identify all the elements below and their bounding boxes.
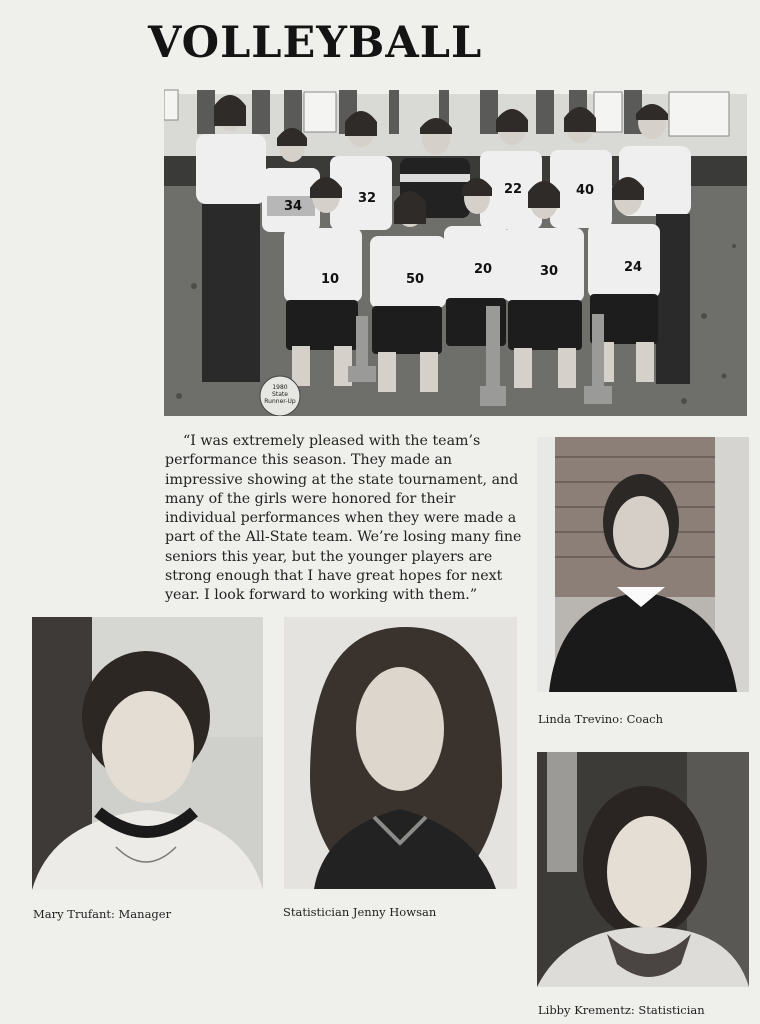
jersey-number: 20 (474, 262, 493, 277)
jersey-number: 22 (504, 182, 523, 197)
jersey-number: 40 (576, 183, 595, 198)
ball-text: 1980 State Runner-Up (264, 384, 296, 405)
team-photo-art (164, 86, 747, 416)
statistician-jenny-caption: Statistician Jenny Howsan (283, 905, 437, 919)
jersey-number: 34 (284, 199, 303, 214)
statistician-libby-caption: Libby Krementz: Statistician (538, 1003, 705, 1017)
jersey-number: 32 (358, 191, 377, 206)
team-photo (164, 86, 747, 416)
jersey-number: 10 (321, 272, 340, 287)
jersey-number: 24 (624, 260, 643, 275)
statistician-libby-photo (537, 752, 749, 987)
manager-caption: Mary Trufant: Manager (33, 907, 172, 921)
jersey-number: 30 (540, 264, 559, 279)
coach-caption: Linda Trevino: Coach (538, 712, 664, 726)
coach-quote: “I was extremely pleased with the team’s performance this season. They made an impressive showing at the state tournament, and many of the girls were honored for their individual performances when they were made a part of the All-State team. We’re losing many fine seniors this year, but the younger players are strong enough that I have great hopes for next year. I look forward to working with them.” (165, 433, 522, 604)
statistician-jenny-photo (284, 617, 517, 889)
page-title: VOLLEYBALL (148, 18, 483, 68)
manager-photo (32, 617, 263, 890)
coach-photo (537, 437, 749, 692)
jersey-number: 50 (406, 272, 425, 287)
